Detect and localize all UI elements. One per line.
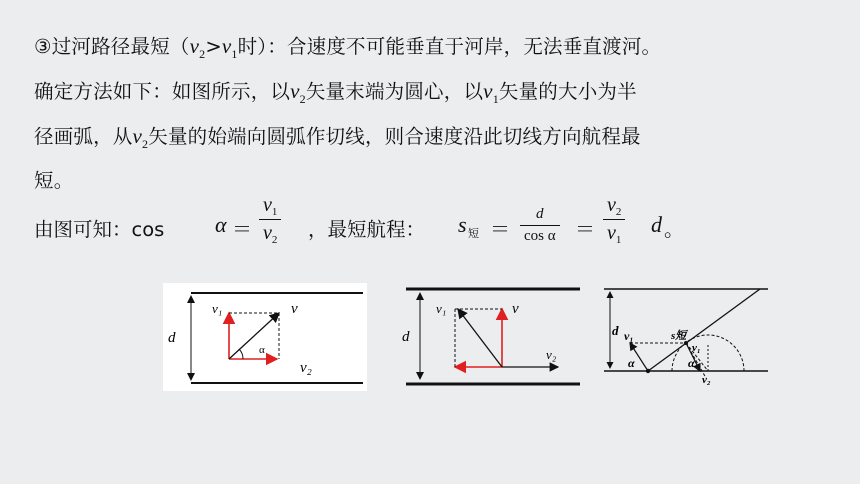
paragraph-3 <box>34 120 641 156</box>
v1-symbol: v <box>221 34 232 58</box>
fraction-bar <box>259 219 281 220</box>
fraction-bar <box>603 219 625 220</box>
paragraph-2-text-b: 矢量末端为圆心，以 <box>305 80 484 103</box>
v2-symbol: v <box>189 34 200 58</box>
figure-1 <box>163 283 367 391</box>
paragraph-1-text-b: 时）：合速度不可能垂直于河岸，无法垂直渡河。 <box>237 35 662 58</box>
paragraph-1-text-a: 过河路径最短（ <box>51 35 190 58</box>
alpha-symbol: α <box>215 212 227 237</box>
s-short-label: s短 <box>671 330 687 342</box>
formula-end: 。 <box>664 217 684 241</box>
formula-intro: 由图可知：cos <box>34 218 165 241</box>
equals-1: ＝ <box>232 217 252 241</box>
alpha-label-2: α <box>688 356 695 370</box>
figure-3 <box>600 283 786 391</box>
v-resultant-arrow <box>458 309 502 367</box>
width-label: d <box>402 329 410 345</box>
figure-2 <box>398 283 584 391</box>
paragraph-2-text-c: 矢量的大小为半 <box>498 80 637 103</box>
s-symbol: s <box>458 212 467 237</box>
v2-symbol: v <box>132 124 143 148</box>
shortest-path-line <box>648 289 760 371</box>
fraction-d-over-cos <box>520 206 560 245</box>
v-label: v <box>291 301 298 317</box>
width-label: d <box>168 330 176 346</box>
v2-symbol: v <box>290 79 300 103</box>
fraction-v2-over-v1 <box>603 194 625 245</box>
v2-label: v₂ <box>300 360 312 376</box>
paragraph-3-text-b: 矢量的始端向圆弧作切线，则合速度沿此切线方向航程最 <box>148 125 641 148</box>
v1-subscript: 1 <box>231 47 238 61</box>
v2-subscript: 2 <box>142 137 149 151</box>
v2-label: v₂ <box>702 374 711 386</box>
v-label: v <box>512 301 519 317</box>
paragraph-2 <box>34 75 637 111</box>
fraction-bar <box>520 225 560 226</box>
v1-tangent-label: v₁ <box>692 342 701 354</box>
paragraph-1 <box>34 30 661 66</box>
v2-label: v₂ <box>546 347 557 362</box>
fraction-numerator: d <box>536 206 544 222</box>
fraction-denominator: $v_2$ <box>263 222 278 247</box>
fraction-denominator: cos α <box>524 228 556 245</box>
equals-3: ＝ <box>575 217 595 241</box>
figure-1-panel <box>163 283 367 391</box>
equals-2: ＝ <box>490 217 510 241</box>
v1-label: v₁ <box>436 301 447 316</box>
fraction-v1-over-v2 <box>259 194 281 245</box>
v2-subscript: 2 <box>299 92 306 106</box>
v1-label: v₁ <box>624 329 634 343</box>
paragraph-4 <box>34 164 73 197</box>
alpha-label: α <box>259 344 265 356</box>
greater-than: > <box>205 35 222 58</box>
d-symbol: d <box>651 212 662 237</box>
formula-middle: ，最短航程： <box>308 218 426 241</box>
fraction-numerator: $v_2$ <box>607 194 622 218</box>
v2-subscript: 2 <box>199 47 206 61</box>
s-subscript: 短 <box>468 227 479 240</box>
width-label: d <box>612 323 619 338</box>
fraction-numerator: $v_1$ <box>263 194 278 218</box>
paragraph-2-text-a: 确定方法如下：如图所示，以 <box>34 80 291 103</box>
alpha-label-1: α <box>628 356 635 370</box>
v1-subscript: 1 <box>492 92 499 106</box>
paragraph-4-text: 短。 <box>34 169 74 192</box>
v1-label: v₁ <box>212 301 223 316</box>
v1-symbol: v <box>483 79 493 103</box>
circled-number: ③ <box>34 35 52 58</box>
paragraph-3-text-a: 径画弧，从 <box>34 125 133 148</box>
fraction-denominator: $v_1$ <box>607 222 622 247</box>
